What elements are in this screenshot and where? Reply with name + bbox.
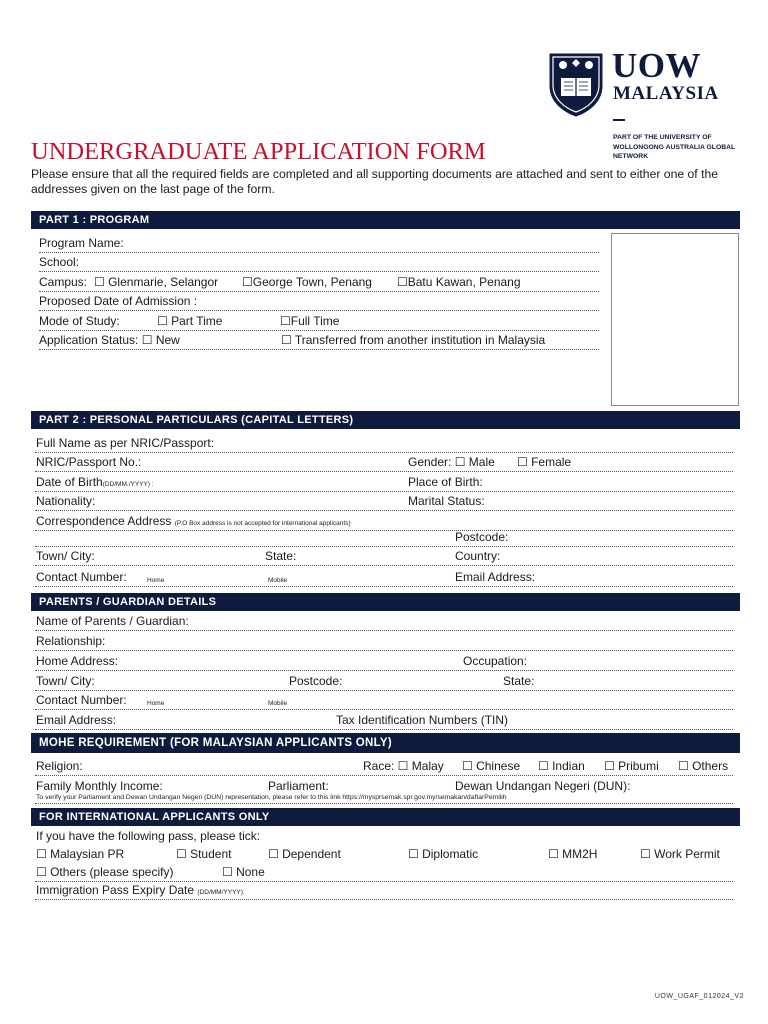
pass-options-row: [35, 844, 733, 864]
campus-field: [39, 272, 599, 292]
admission-date-field[interactable]: [39, 291, 599, 311]
guardian-email-tin-row[interactable]: [35, 710, 733, 730]
religion-race-row: [35, 756, 733, 776]
intro-text: Please ensure that all the required fields are completed and all supporting documents are attached and sent to either one of the addresses given on the last page of the form.: [31, 167, 719, 196]
address-note: (P.O Box address is not accepted for international applicants): [174, 520, 351, 527]
race-others-option[interactable]: ☐ Others: [678, 759, 729, 773]
pass-instruction: If you have the following pass, please tick:: [36, 829, 261, 843]
guardian-postcode-label: Postcode:: [289, 674, 343, 688]
religion-label: Religion:: [36, 759, 83, 773]
mobile-phone-label: Mobile: [268, 577, 288, 584]
guardian-email-label: Email Address:: [36, 713, 117, 727]
pass-mm2h-option[interactable]: ☐ MM2H: [548, 847, 598, 861]
email-label: Email Address:: [455, 570, 536, 584]
campus-option-george-town[interactable]: ☐George Town, Penang: [242, 275, 372, 289]
guardian-state-label: State:: [503, 674, 535, 688]
income-parliament-row[interactable]: [35, 776, 733, 796]
section-header-personal: PART 2 : PERSONAL PARTICULARS (CAPITAL LETTERS): [31, 411, 740, 429]
nationality-label: Nationality:: [36, 494, 96, 508]
postcode-label: Postcode:: [455, 530, 509, 544]
address-postcode-row[interactable]: [35, 527, 733, 547]
guardian-name-field[interactable]: [35, 611, 733, 631]
guardian-mobile-phone-label: Mobile: [268, 700, 288, 707]
race-indian-option[interactable]: ☐ Indian: [538, 759, 585, 773]
pass-malaysian-pr-option[interactable]: ☐ Malaysian PR: [36, 847, 125, 861]
marital-status-label: Marital Status:: [408, 494, 485, 508]
photo-box[interactable]: [611, 233, 739, 406]
dob-label: Date of Birth(DD/MM./YYYY) :: [36, 475, 154, 489]
pass-expiry-field[interactable]: [35, 880, 733, 900]
spr-verification-note: To verify your Parliament and Dewan Undangan Negeri (DUN) representation, please refer to this link https://mysprsemak.spr.gov.my/semakan/daftarPemilih: [36, 794, 507, 801]
pass-none-option[interactable]: ☐ None: [222, 865, 265, 879]
address-label: Correspondence Address (P.O Box address is not accepted for international applicants): [36, 514, 351, 528]
guardian-town-label: Town/ City:: [36, 674, 95, 688]
race-pribumi-option[interactable]: ☐ Pribumi: [604, 759, 659, 773]
pass-student-option[interactable]: ☐ Student: [176, 847, 232, 861]
occupation-label: Occupation:: [463, 654, 528, 668]
home-phone-label: Home: [147, 577, 165, 584]
guardian-home-phone-label: Home: [147, 700, 165, 707]
relationship-label: Relationship:: [36, 634, 106, 648]
form-version-code: UOW_UGAF_012024_V2: [654, 993, 744, 1000]
relationship-field[interactable]: [35, 631, 733, 651]
admission-date-label: Proposed Date of Admission :: [39, 294, 198, 308]
campus-label: Campus:: [39, 275, 88, 289]
application-status-transferred-option[interactable]: ☐ Transferred from another institution in Malaysia: [281, 333, 546, 347]
mode-option-full-time[interactable]: ☐Full Time: [280, 314, 340, 328]
nric-gender-row: [35, 452, 733, 472]
home-address-label: Home Address:: [36, 654, 119, 668]
mohe-divider: [35, 803, 733, 804]
nric-label: NRIC/Passport No.:: [36, 455, 142, 469]
brand-divider: [613, 119, 625, 121]
form-title: UNDERGRADUATE APPLICATION FORM: [31, 138, 486, 165]
mode-option-part-time[interactable]: ☐ Part Time: [157, 314, 223, 328]
guardian-contact-label: Contact Number:: [36, 693, 127, 707]
program-name-label: Program Name:: [39, 236, 124, 250]
pass-options-row-2: [35, 862, 733, 882]
school-field[interactable]: [39, 252, 599, 272]
contact-email-row[interactable]: [35, 567, 733, 587]
parliament-label: Parliament:: [268, 779, 329, 793]
program-name-field[interactable]: [39, 233, 599, 253]
campus-option-glenmarie[interactable]: ☐ Glenmarie, Selangor: [94, 275, 219, 289]
dob-pob-row[interactable]: [35, 472, 733, 492]
pass-others-option[interactable]: ☐ Others (please specify): [36, 865, 174, 879]
uow-crest-logo: [548, 52, 604, 118]
nationality-marital-row[interactable]: [35, 491, 733, 511]
guardian-town-row[interactable]: [35, 671, 733, 691]
state-label: State:: [265, 549, 297, 563]
brand-country: MALAYSIA: [613, 83, 719, 104]
pass-diplomatic-option[interactable]: ☐ Diplomatic: [408, 847, 479, 861]
pass-expiry-label: Immigration Pass Expiry Date (DD/MM/YYYY):: [36, 883, 245, 897]
pass-dependent-option[interactable]: ☐ Dependent: [268, 847, 341, 861]
pass-instruction-row: [35, 826, 733, 846]
pass-work-permit-option[interactable]: ☐ Work Permit: [640, 847, 720, 861]
application-status-new-option[interactable]: Application Status: ☐ New: [39, 333, 180, 347]
application-status-field: [39, 330, 599, 350]
town-label: Town/ City:: [36, 549, 95, 563]
gender-male-option[interactable]: Gender: ☐ Male: [408, 455, 495, 469]
guardian-contact-row[interactable]: [35, 690, 733, 710]
section-header-guardian: PARENTS / GUARDIAN DETAILS: [31, 593, 740, 611]
brand-name: UOW: [612, 46, 701, 85]
family-income-label: Family Monthly Income:: [36, 779, 163, 793]
full-name-label: Full Name as per NRIC/Passport:: [36, 436, 215, 450]
full-name-field[interactable]: [35, 433, 733, 453]
pass-expiry-format-hint: (DD/MM/YYYY):: [197, 889, 245, 896]
guardian-address-row[interactable]: [35, 651, 733, 671]
guardian-name-label: Name of Parents / Guardian:: [36, 614, 189, 628]
tin-label: Tax Identification Numbers (TIN): [336, 713, 509, 727]
race-chinese-option[interactable]: ☐ Chinese: [462, 759, 521, 773]
pob-label: Place of Birth:: [408, 475, 483, 489]
section-header-international: FOR INTERNATIONAL APPLICANTS ONLY: [31, 808, 740, 826]
section-header-mohe: MOHE REQUIREMENT (FOR MALAYSIAN APPLICANTS ONLY): [31, 733, 740, 753]
town-state-country-row[interactable]: [35, 546, 733, 566]
dob-format-hint: (DD/MM./YYYY) :: [102, 481, 154, 488]
dun-label: Dewan Undangan Negeri (DUN):: [455, 779, 631, 793]
country-label: Country:: [455, 549, 501, 563]
mode-of-study-field: [39, 311, 599, 331]
race-malay-option[interactable]: Race: ☐ Malay: [363, 759, 444, 773]
contact-number-label: Contact Number:: [36, 570, 127, 584]
network-tagline: PART OF THE UNIVERSITY OF WOLLONGONG AUSTRALIA GLOBAL NETWORK: [613, 134, 736, 160]
campus-option-batu-kawan[interactable]: ☐Batu Kawan, Penang: [397, 275, 521, 289]
section-header-program: PART 1 : PROGRAM: [31, 211, 740, 229]
gender-female-option[interactable]: ☐ Female: [517, 455, 572, 469]
school-label: School:: [39, 255, 80, 269]
mode-of-study-label: Mode of Study:: [39, 314, 120, 328]
